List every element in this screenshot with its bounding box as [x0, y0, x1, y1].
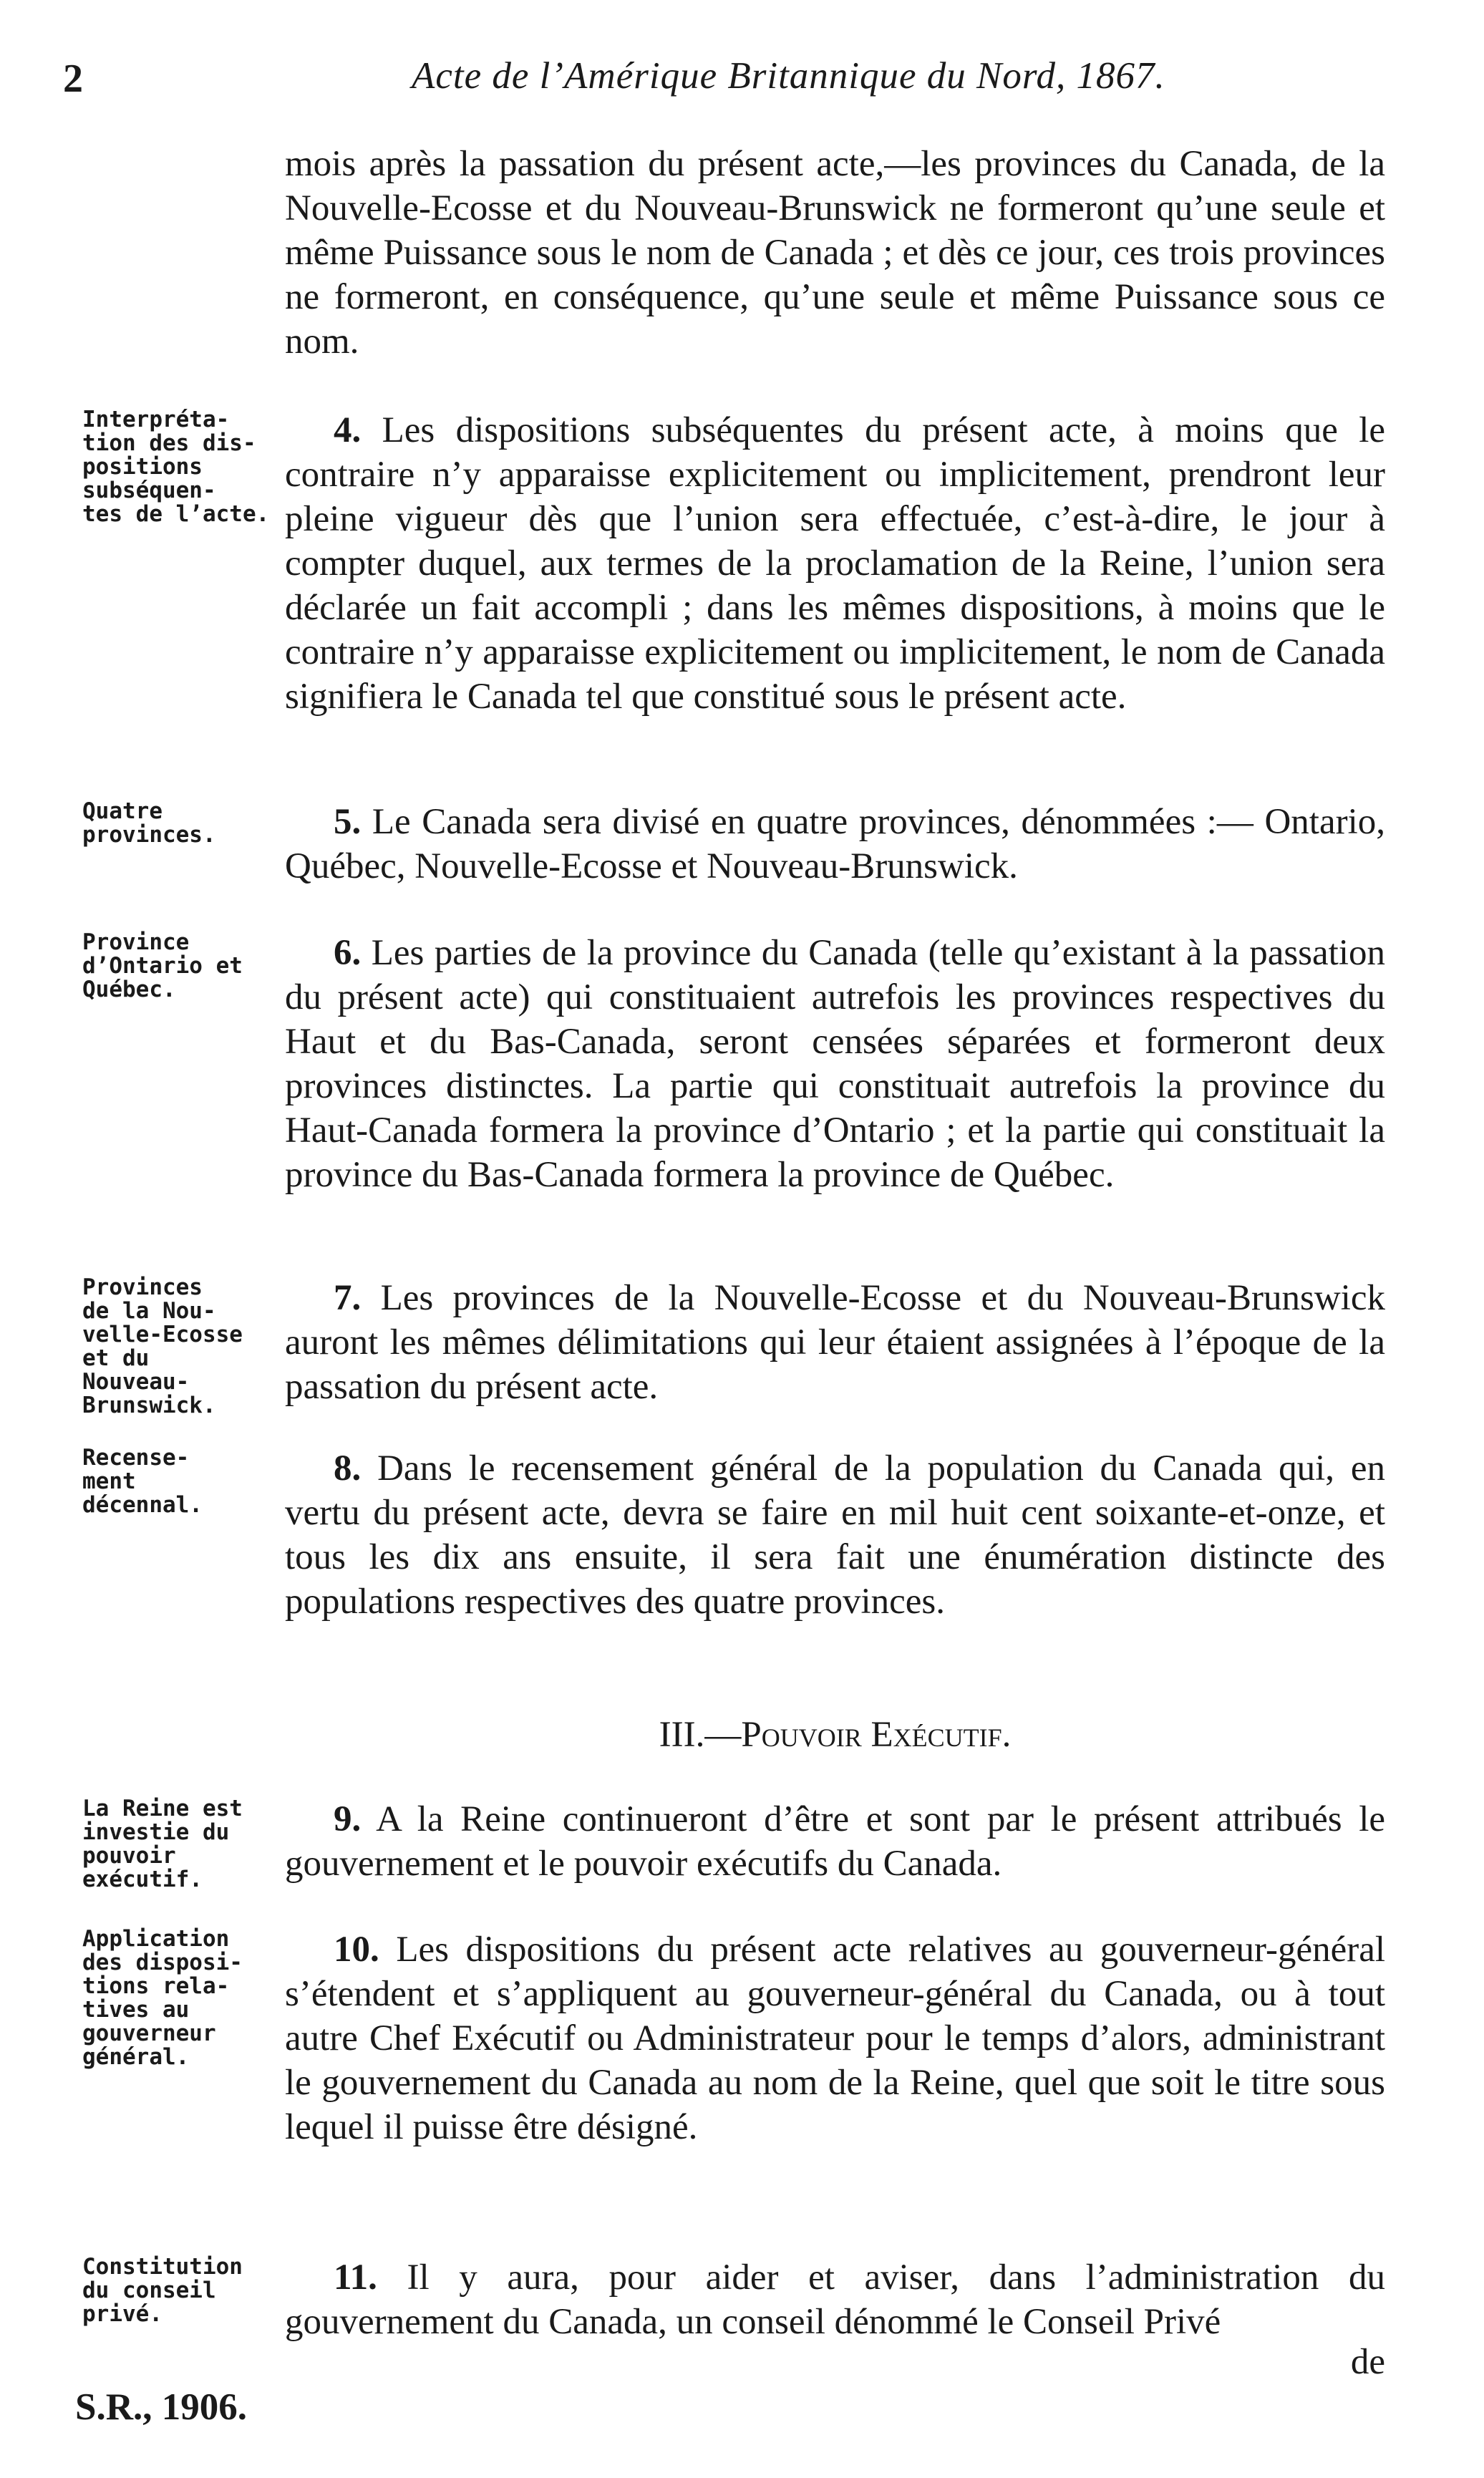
margin-note-recensement: Recense- ment décennal.: [82, 1445, 203, 1518]
margin-note-gouverneur-general: Application des disposi- tions rela- tives au gouverneur général.: [82, 1926, 243, 2070]
catchword: de: [1350, 2342, 1385, 2382]
section-number: 8.: [334, 1448, 362, 1489]
section-6: [285, 931, 1385, 1197]
margin-note-quatre-provinces: Quatre provinces.: [82, 798, 216, 848]
section-text: Il y aura, pour aider et aviser, dans l’administration du gouvernement du Canada, un conseil dénommé le Conseil Privé: [285, 2257, 1386, 2342]
margin-note-ontario-quebec: Province d’Ontario et Québec.: [82, 929, 243, 1002]
section-text: Dans le recensement général de la population du Canada qui, en vertu du présent acte, devra se faire en mil huit cent soixante-et-onze, et tous les dix ans ensuite, il sera fait une énumération distincte des populations respectives des quatre provinces.: [285, 1448, 1386, 1622]
section-text: Les dispositions subséquentes du présent acte, à moins que le contraire n’y apparaisse explicitement ou implicitement, prendront leur pleine vigueur dès que l’union sera effectuée, c’est-à-dire, le jour à compter duquel, aux termes de la proclamation de la Reine, l’union sera déclarée un fait accompli ; dans les mêmes dispositions, à moins que le contraire n’y apparaisse explicitement ou implicitement, le nom de Canada signifiera le Canada tel que constitué sous le présent acte.: [285, 410, 1385, 717]
section-number: 7.: [334, 1278, 362, 1318]
section-number: 6.: [334, 933, 362, 973]
section-text: Le Canada sera divisé en quatre provinces, dénommées :— Ontario, Québec, Nouvelle-Ecosse et Nouveau-Brunswick.: [285, 802, 1385, 886]
section-5: [285, 800, 1385, 889]
margin-note-nouvelle-ecosse: Provinces de la Nou- velle-Ecosse et du Nouveau- Brunswick.: [82, 1274, 243, 1418]
section-text: Les provinces de la Nouvelle-Ecosse et du Nouveau-Brunswick auront les mêmes délimitations qui leur étaient assignées à l’époque de la passation du présent acte.: [285, 1278, 1385, 1407]
section-text: A la Reine continueront d’être et sont par le présent attribués le gouvernement et le pouvoir exécutifs du Canada.: [285, 1799, 1386, 1884]
section-7: [285, 1276, 1385, 1409]
section-number: 10.: [334, 1930, 379, 1970]
section-4: [285, 408, 1385, 719]
section-number: 9.: [334, 1799, 362, 1839]
revised-statutes-code: S.R., 1906.: [75, 2386, 248, 2428]
continuation-text: mois après la passation du présent acte,—les provinces du Canada, de la Nouvelle-Ecosse et du Nouveau-Brunswick ne formeront qu’une seule et même Puissance sous le nom de Canada ; et dès ce jour, ces trois provinces ne formeront, en conséquence, qu’une seule et même Puissance sous ce nom.: [285, 144, 1385, 362]
section-text: Les parties de la province du Canada (telle qu’existant à la passation du présent acte) qui constituaient autrefois les provinces respectives du Haut et du Bas-Canada, seront censées séparées et formeront deux provinces distinctes. La partie qui constituait autrefois la province du Haut-Canada formera la province d’Ontario ; et la partie qui constituait la province du Bas-Canada formera la province de Québec.: [285, 933, 1385, 1195]
continuation-paragraph: [285, 142, 1385, 364]
section-8: [285, 1446, 1385, 1624]
section-number: 4.: [334, 410, 362, 450]
running-title: Acte de l’Amérique Britannique du Nord, 1867.: [412, 55, 1165, 97]
section-text: Les dispositions du présent acte relatives au gouverneur-général s’étendent et s’appliquent au gouverneur-général du Canada, ou à tout autre Chef Exécutif ou Administrateur pour le temps d’alors, administrant le gouvernement du Canada au nom de la Reine, quel que soit le titre sous lequel il puisse être désigné.: [285, 1930, 1386, 2147]
section-number: 11.: [334, 2257, 377, 2298]
section-9: [285, 1797, 1385, 1886]
section-number: 5.: [334, 802, 362, 842]
section-11: [285, 2255, 1385, 2344]
part-heading: [285, 1713, 1385, 1757]
section-10: [285, 1927, 1385, 2149]
margin-note-interpretation: Interpréta- tion des dis- positions subséquen- tes de l’acte.: [82, 407, 270, 527]
part-number: III.—: [659, 1715, 742, 1755]
margin-note-reine-pouvoir: La Reine est investie du pouvoir exécutif.: [82, 1796, 243, 1892]
page-number: 2: [63, 57, 83, 101]
part-title: Pouvoir Exécutif.: [741, 1715, 1012, 1755]
margin-note-conseil-prive: Constitution du conseil privé.: [82, 2254, 243, 2327]
